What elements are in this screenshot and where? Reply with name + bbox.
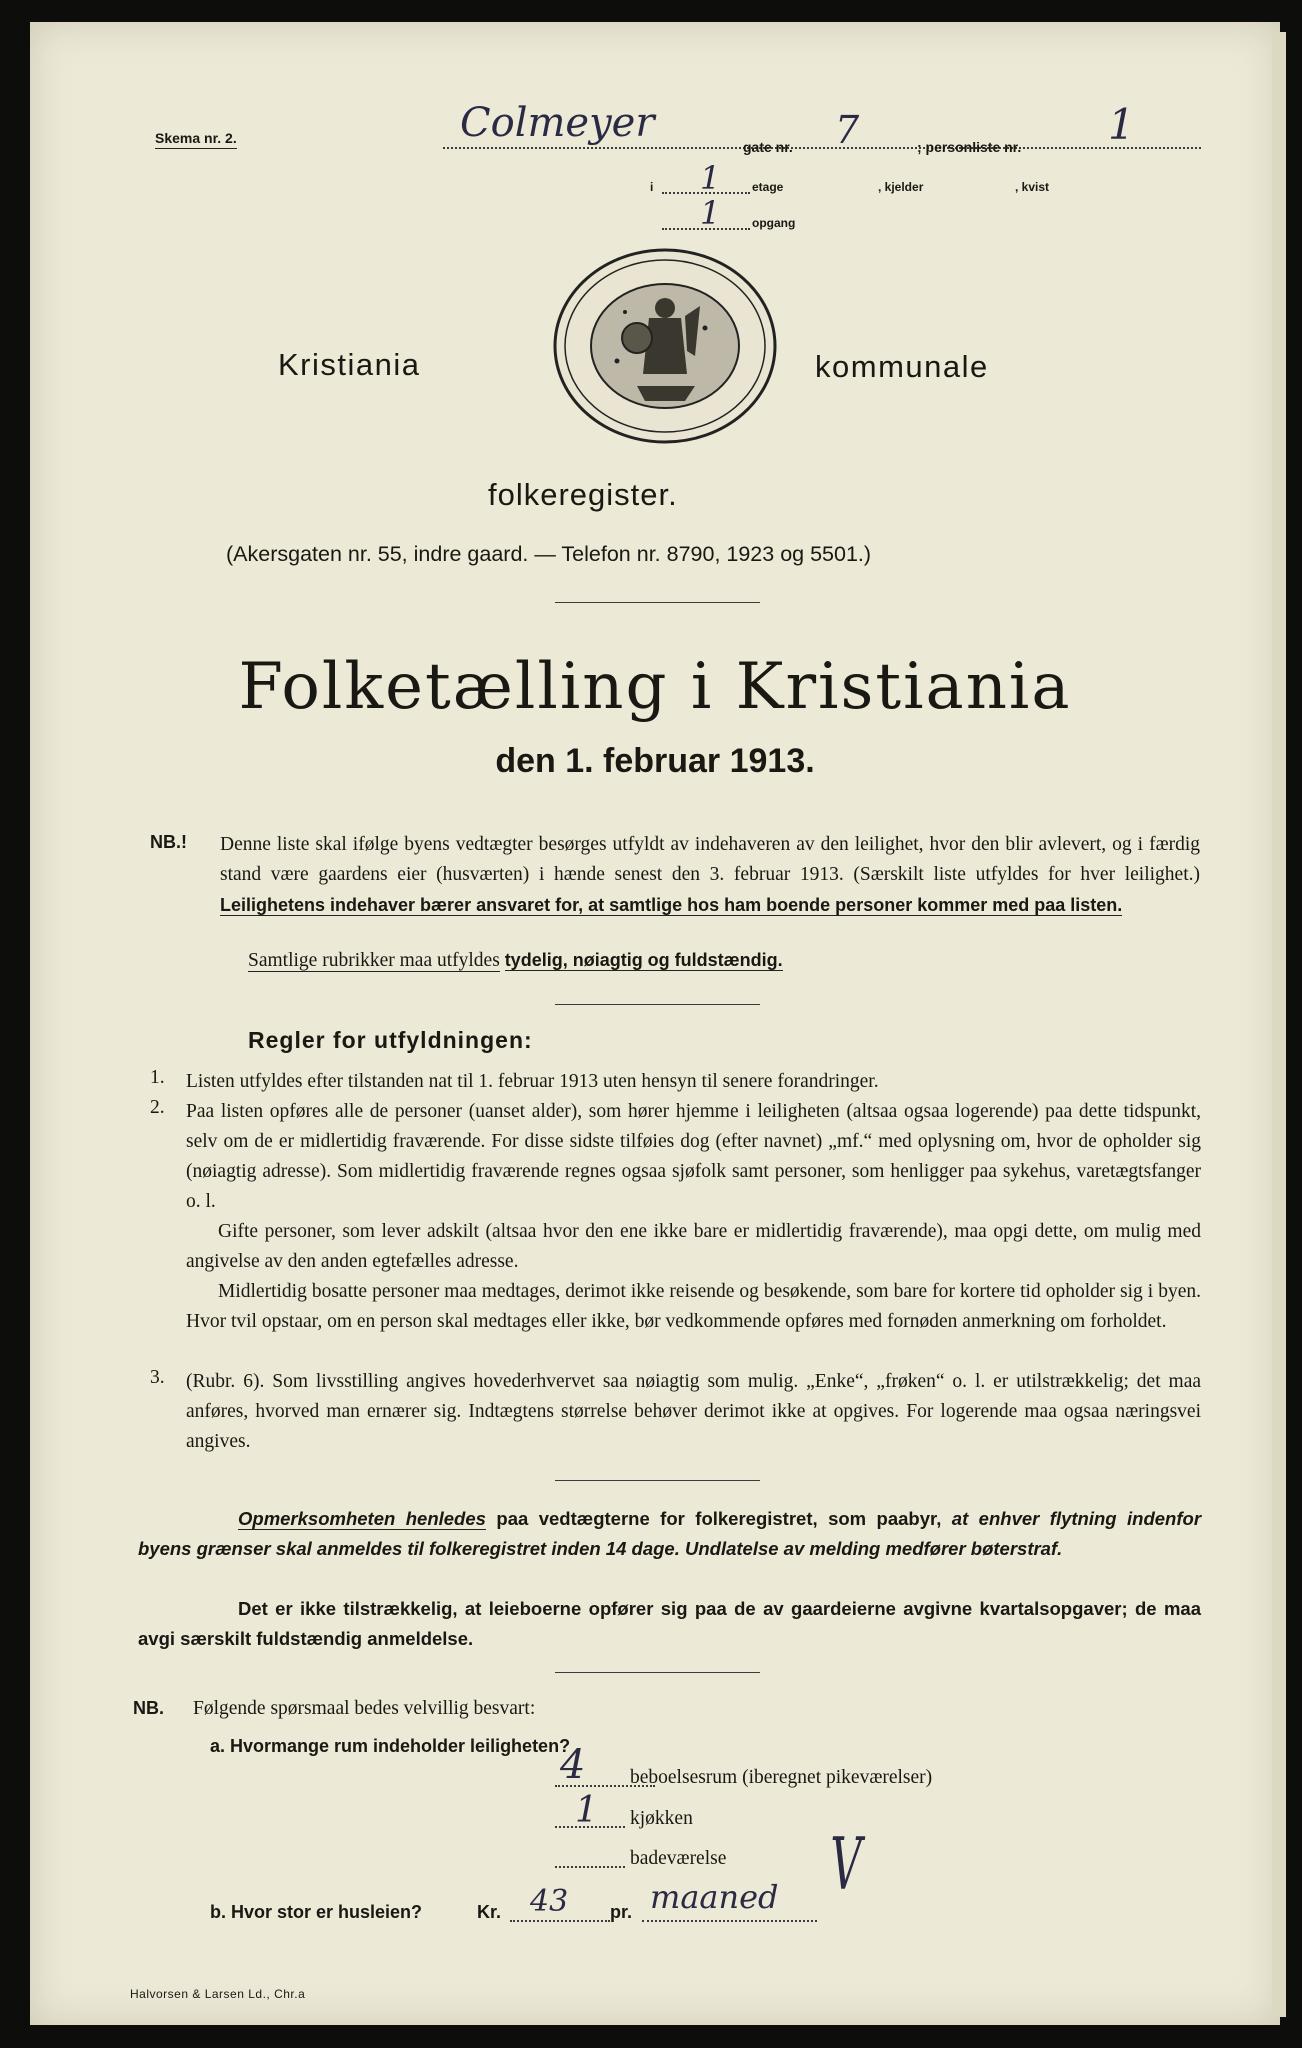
divider-3 bbox=[555, 1480, 760, 1481]
divider-4 bbox=[555, 1672, 760, 1673]
nb-paragraph bbox=[220, 830, 1200, 921]
rule-2: Paa listen opføres alle de personer (uanset alder), som hører hjemme i leiligheten (altsaa ogsaa logerende) paa dette tidspunkt, selv om de er midlertidig fraværende. For disse sidste tilføies dog (efter navnet) „mf.“ med oplysning om, hvor de opholder sig (nøiagtig adresse). Som midlertidig fraværende regnes ogsaa sjøfolk samt personer, som henligger paa sykehus, varetægtsfanger o. l. bbox=[186, 1101, 1201, 1212]
nb-completeness-bold: tydelig, nøiagtig og fuldstændig. bbox=[504, 950, 783, 970]
kristiania-seal bbox=[545, 246, 800, 446]
opgang-label: opgang bbox=[752, 216, 796, 230]
rule-3-num: 3. bbox=[150, 1367, 165, 1388]
kjelder-label: , kjelder bbox=[878, 180, 924, 194]
rule-2-num: 2. bbox=[150, 1097, 165, 1118]
title-date: den 1. februar 1913. bbox=[495, 742, 815, 780]
kitchen-value: 1 bbox=[575, 1790, 598, 1831]
gate-number-handwritten: 7 bbox=[835, 108, 860, 152]
printer-imprint: Halvorsen & Larsen Ld., Chr.a bbox=[130, 1987, 306, 2001]
rule-2-gifte: Gifte personer, som lever adskilt (altsaa hvor den ene ikke bare er midlertidig fraværende), maa opgi dette, om mulig med angivelse av den anden egtefælles adresse. bbox=[186, 1221, 1201, 1272]
street-line bbox=[443, 147, 1201, 149]
bath-label: badeværelse bbox=[630, 1848, 727, 1869]
street-name-handwritten: Colmeyer bbox=[460, 100, 655, 146]
etage-label: etage bbox=[752, 180, 784, 194]
bath-line bbox=[555, 1866, 625, 1868]
questions-intro: Følgende spørsmaal bedes velvillig besvart: bbox=[193, 1698, 536, 1719]
main-title: Folketælling i Kristiania bbox=[238, 650, 1072, 724]
personliste-label: ; personliste nr. bbox=[917, 139, 1022, 155]
rule-1: Listen utfyldes efter tilstanden nat til 1. februar 1913 uten hensyn til senere forandringer. bbox=[186, 1071, 879, 1092]
kvist-label: , kvist bbox=[1015, 180, 1050, 194]
notice-text: paa vedtægterne for folkeregistret, som paabyr, bbox=[496, 1508, 942, 1529]
notice-paragraph bbox=[138, 1504, 1201, 1564]
notice-lead: Opmerksomheten henledes bbox=[238, 1508, 486, 1529]
nb-completeness-text: Samtlige rubrikker maa utfyldes bbox=[248, 950, 500, 971]
question-b: b. Hvor stor er husleien? bbox=[210, 1902, 423, 1922]
period-value: maaned bbox=[650, 1878, 779, 1916]
opgang-handwritten: 1 bbox=[700, 194, 721, 232]
rent-line bbox=[510, 1920, 610, 1922]
etage-handwritten: 1 bbox=[700, 159, 721, 197]
census-form-sheet bbox=[30, 22, 1280, 2025]
rent-value: 43 bbox=[530, 1884, 569, 1919]
office-address: (Akersgaten nr. 55, indre gaard. — Telefon nr. 8790, 1923 og 5501.) bbox=[226, 542, 872, 566]
nb-text: Denne liste skal ifølge byens vedtægter besørges utfyldt av indehaveren av den leilighet, hvor den blir avlevert, og i færdig stand være gaardens eier (husværten) i hænde senest den 3. februar 1913. (Særskilt liste utfyldes for hver leilighet.) bbox=[220, 834, 1200, 885]
notice-paragraph-2: Det er ikke tilstrækkelig, at leieboerne opfører sig paa de av gaardeierne avgivne kvartalsopgaver; de maa avgi særskilt fuldstændig anmeldelse. bbox=[138, 1598, 1201, 1649]
folkeregister-heading: folkeregister. bbox=[488, 477, 678, 512]
question-a: a. Hvormange rum indeholder leiligheten? bbox=[210, 1736, 571, 1756]
period-line bbox=[642, 1920, 817, 1922]
nb-responsibility: Leilighetens indehaver bærer ansvaret for, at samtlige hos ham boende personer kommer med paa listen. bbox=[220, 895, 1123, 915]
schema-number: Skema nr. 2. bbox=[155, 130, 237, 149]
notice-italic: at enhver flytning indenfor byens grænser skal anmeldes til folkeregistret inden 14 dage. Undlatelse av melding medfører bøterstraf. bbox=[138, 1508, 1202, 1559]
kristiania-word: Kristiania bbox=[278, 347, 421, 382]
i-label: i bbox=[650, 180, 654, 194]
rule-1-num: 1. bbox=[150, 1067, 165, 1088]
gate-label: gate nr. bbox=[743, 139, 793, 155]
rule-3: (Rubr. 6). Som livsstilling angives hovederhvervet saa nøiagtig som mulig. „Enke“, „frøken“ o. l. er utilstrækkelig; det maa anføres, hvorved man ernærer sig. Indtægtens størrelse behøver derimot ikke at opgives. For logerende maa ogsaa næringsvei angives. bbox=[186, 1371, 1201, 1452]
page-edge bbox=[1272, 32, 1286, 2017]
nb-label: NB.! bbox=[150, 832, 187, 852]
rooms-value: 4 bbox=[560, 1742, 586, 1788]
personliste-number-handwritten: 1 bbox=[1108, 100, 1135, 149]
check-mark: V bbox=[830, 1822, 862, 1906]
rules-heading: Regler for utfyldningen: bbox=[248, 1027, 533, 1053]
rooms-label: beboelsesrum (iberegnet pikeværelser) bbox=[630, 1767, 933, 1788]
pr-label: pr. bbox=[610, 1902, 633, 1922]
kr-label: Kr. bbox=[477, 1902, 502, 1922]
divider-2 bbox=[555, 1004, 760, 1005]
questions-nb: NB. bbox=[133, 1698, 164, 1718]
divider-1 bbox=[555, 602, 760, 603]
nb-completeness bbox=[248, 950, 783, 972]
kitchen-label: kjøkken bbox=[630, 1808, 693, 1829]
kommunale-word: kommunale bbox=[815, 349, 989, 384]
rule-2-bosatte: Midlertidig bosatte personer maa medtages, derimot ikke reisende og besøkende, som bare for kortere tid opholder sig i byen. Hvor tvil opstaar, om en person skal medtages eller ikke, bør vedkommende opføres med fornøden anmerkning om forholdet. bbox=[186, 1281, 1201, 1332]
